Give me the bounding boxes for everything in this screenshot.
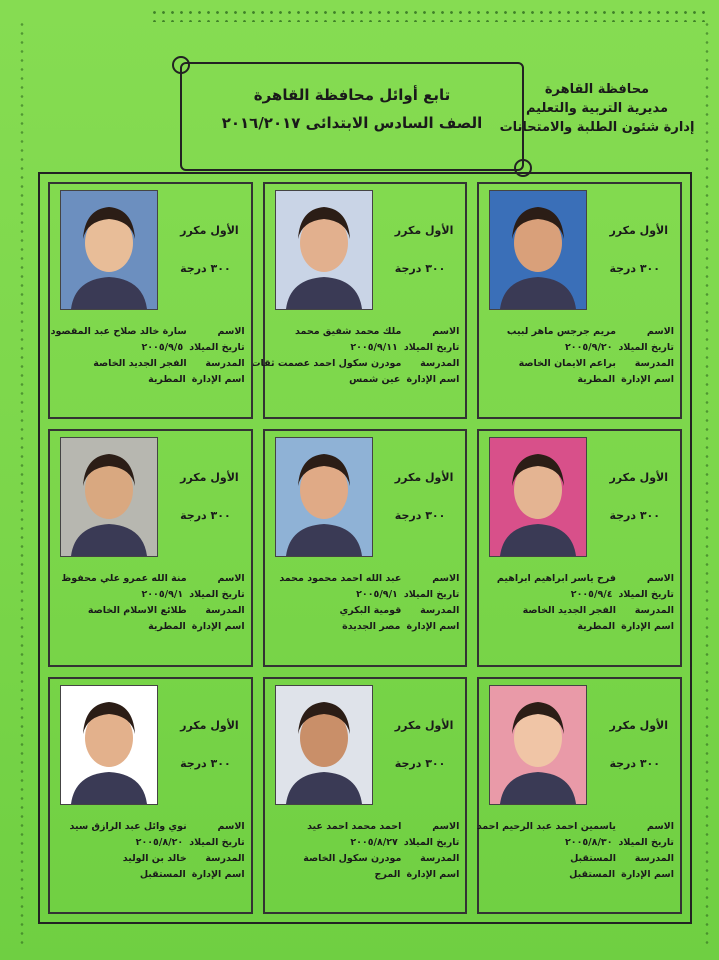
rank-badge: الأول مكرر (394, 224, 454, 237)
student-card (48, 677, 253, 914)
student-name: عبد الله احمد محمود محمد (279, 573, 402, 585)
name-row (485, 571, 674, 587)
school-name: خالد بن الوليد (122, 852, 187, 864)
student-name: احمد محمد احمد عيد (307, 820, 402, 832)
birth-label: تاريخ الميلاد (618, 342, 674, 353)
name-row (271, 819, 460, 835)
school-label: المدرسة (634, 605, 674, 617)
ministry-line: إدارة شئون الطلبة والامتحانات (499, 120, 695, 135)
name-label: الاسم (646, 326, 674, 337)
school-row (56, 851, 245, 867)
admin-row (485, 619, 674, 635)
score-value: ٣٠٠ درجة (180, 756, 231, 770)
birth-row (271, 340, 460, 356)
student-portrait-image (490, 686, 586, 804)
name-row (56, 571, 245, 587)
admin-row (56, 372, 245, 388)
admin-row (271, 867, 460, 883)
student-card (48, 182, 253, 419)
student-portrait-image (276, 686, 372, 804)
school-name: مودرن سكول احمد عصمت ثقات (251, 358, 402, 369)
school-name: قومية البكري (339, 605, 402, 617)
score-value: ٣٠٠ درجة (180, 509, 231, 523)
student-card (477, 429, 682, 666)
student-name: نوي وائل عبد الرازق سيد (69, 820, 187, 832)
birth-date: ٢٠٠٥/٨/٢٠ (135, 836, 184, 848)
dotted-border-top (150, 8, 710, 22)
student-photo (489, 190, 587, 310)
school-name: المستقبل (570, 852, 616, 864)
student-portrait-image (490, 191, 586, 309)
student-photo (275, 190, 373, 310)
student-card (48, 429, 253, 666)
score-value: ٣٠٠ درجة (180, 262, 231, 275)
student-info (485, 571, 674, 635)
admin-label: اسم الإدارة (621, 868, 674, 880)
birth-row (56, 835, 245, 851)
student-info (251, 324, 460, 388)
name-row (271, 324, 460, 340)
student-photo (275, 437, 373, 557)
birth-label: تاريخ الميلاد (618, 589, 674, 601)
admin-name: المستقبل (139, 868, 186, 880)
student-info (476, 819, 674, 883)
title-scroll (180, 62, 524, 171)
school-name: طلائع الاسلام الخاصة (87, 605, 187, 617)
school-row (271, 851, 460, 867)
admin-label: اسم الإدارة (621, 374, 674, 385)
student-info (50, 324, 245, 388)
rank-badge: الأول مكرر (609, 718, 668, 732)
name-label: الاسم (217, 573, 245, 585)
name-label: الاسم (432, 326, 460, 337)
birth-label: تاريخ الميلاد (618, 836, 674, 848)
admin-row (485, 867, 674, 883)
rank-badge: الأول مكرر (180, 224, 239, 237)
school-label: المدرسة (420, 852, 460, 864)
dotted-border-right (703, 20, 713, 950)
rank-badge: الأول مكرر (394, 718, 454, 732)
student-info (56, 819, 245, 883)
admin-name: المستقبل (569, 868, 616, 880)
school-label: المدرسة (205, 605, 245, 617)
students-grid (38, 172, 692, 924)
admin-row (271, 372, 460, 388)
name-label: الاسم (646, 573, 674, 585)
birth-row (56, 587, 245, 603)
student-card (263, 677, 468, 914)
birth-label: تاريخ الميلاد (189, 589, 245, 601)
admin-name: المطرية (577, 374, 616, 385)
admin-row (485, 372, 674, 388)
birth-date: ٢٠٠٥/٩/١١ (350, 342, 398, 353)
student-photo (489, 437, 587, 557)
school-label: المدرسة (634, 358, 674, 369)
score-value: ٣٠٠ درجة (394, 509, 446, 523)
student-name: منة الله عمرو علي محفوظ (61, 573, 187, 585)
rank-badge: الأول مكرر (180, 718, 239, 732)
score-value: ٣٠٠ درجة (609, 509, 660, 523)
school-row (56, 356, 245, 372)
student-portrait-image (490, 438, 586, 556)
page-title: تابع أوائل محافظة القاهرة (253, 86, 451, 104)
school-name: الفجر الجديد الخاصة (522, 605, 616, 617)
admin-label: اسم الإدارة (621, 621, 674, 633)
name-label: الاسم (646, 820, 674, 832)
school-row (251, 356, 460, 372)
admin-name: عين شمس (349, 374, 401, 385)
student-card (263, 429, 468, 666)
score-value: ٣٠٠ درجة (394, 262, 446, 275)
school-label: المدرسة (420, 605, 460, 617)
name-row (476, 819, 674, 835)
student-portrait-image (61, 191, 157, 309)
admin-name: المرج (374, 868, 401, 880)
birth-date: ٢٠٠٥/٩/٢٠ (564, 342, 613, 353)
name-label: الاسم (432, 573, 460, 585)
ministry-header (497, 80, 697, 137)
student-portrait-image (276, 191, 372, 309)
birth-row (56, 340, 245, 356)
birth-row (485, 587, 674, 603)
admin-name: المطرية (148, 621, 186, 633)
school-label: المدرسة (634, 852, 674, 864)
student-card (477, 182, 682, 419)
admin-name: المطرية (148, 374, 186, 385)
admin-name: المطرية (577, 621, 616, 633)
school-row (485, 603, 674, 619)
birth-label: تاريخ الميلاد (403, 589, 460, 601)
score-value: ٣٠٠ درجة (609, 756, 660, 770)
school-name: مودرن سكول الخاصة (303, 852, 402, 864)
school-row (56, 603, 245, 619)
rank-badge: الأول مكرر (394, 471, 454, 485)
rank-badge: الأول مكرر (609, 471, 668, 485)
birth-row (485, 835, 674, 851)
birth-label: تاريخ الميلاد (403, 342, 460, 353)
name-label: الاسم (432, 820, 460, 832)
admin-row (56, 867, 245, 883)
student-name: ملك محمد شفيق محمد (295, 326, 402, 337)
student-name: فرح ياسر ابراهيم ابراهيم (496, 573, 616, 585)
name-label: الاسم (217, 820, 245, 832)
student-portrait-image (61, 438, 157, 556)
page-subtitle: الصف السادس الابتدائى ٢٠١٦/٢٠١٧ (221, 114, 483, 132)
school-label: المدرسة (420, 358, 460, 369)
school-label: المدرسة (205, 852, 245, 864)
birth-date: ٢٠٠٥/٩/١ (141, 589, 184, 601)
school-row (271, 603, 460, 619)
school-row (485, 851, 674, 867)
student-photo (489, 685, 587, 805)
name-label: الاسم (217, 326, 245, 337)
birth-date: ٢٠٠٥/٨/٢٧ (350, 836, 398, 848)
student-card (477, 677, 682, 914)
admin-name: مصر الجديدة (342, 621, 401, 633)
admin-row (56, 619, 245, 635)
admin-label: اسم الإدارة (191, 621, 245, 633)
admin-label: اسم الإدارة (191, 374, 245, 385)
birth-row (271, 587, 460, 603)
student-info (271, 571, 460, 635)
student-photo (60, 437, 158, 557)
admin-label: اسم الإدارة (406, 868, 460, 880)
name-row (50, 324, 245, 340)
birth-label: تاريخ الميلاد (403, 836, 460, 848)
ministry-line: محافظة القاهرة (544, 82, 650, 97)
birth-row (271, 835, 460, 851)
school-label: المدرسة (205, 358, 245, 369)
student-portrait-image (276, 438, 372, 556)
student-info (271, 819, 460, 883)
school-name: براعم الايمان الخاصة (518, 358, 616, 369)
birth-date: ٢٠٠٥/٩/٥ (141, 342, 184, 353)
birth-date: ٢٠٠٥/٨/٣٠ (564, 836, 613, 848)
birth-label: تاريخ الميلاد (189, 836, 245, 848)
admin-label: اسم الإدارة (406, 621, 460, 633)
student-name: مريم جرجس ماهر لبيب (506, 326, 616, 337)
student-photo (60, 685, 158, 805)
admin-label: اسم الإدارة (191, 868, 245, 880)
rank-badge: الأول مكرر (609, 224, 668, 237)
student-info (56, 571, 245, 635)
score-value: ٣٠٠ درجة (394, 756, 446, 770)
birth-row (485, 340, 674, 356)
admin-row (271, 619, 460, 635)
rank-badge: الأول مكرر (180, 471, 239, 485)
score-value: ٣٠٠ درجة (609, 262, 660, 275)
student-photo (60, 190, 158, 310)
birth-date: ٢٠٠٥/٩/٤ (570, 589, 613, 601)
student-portrait-image (61, 686, 157, 804)
school-row (485, 356, 674, 372)
student-name: ياسمين احمد عبد الرحيم احمد (476, 820, 616, 832)
name-row (485, 324, 674, 340)
name-row (56, 819, 245, 835)
name-row (271, 571, 460, 587)
admin-label: اسم الإدارة (406, 374, 460, 385)
school-name: الفجر الجديد الخاصة (93, 358, 187, 369)
student-name: سارة خالد صلاح عبد المقصود (50, 326, 187, 337)
student-info (485, 324, 674, 388)
student-card (251, 182, 468, 419)
ministry-line: مديرية التربية والتعليم (525, 101, 669, 116)
birth-label: تاريخ الميلاد (189, 342, 245, 353)
dotted-border-left (18, 20, 28, 950)
student-photo (275, 685, 373, 805)
birth-date: ٢٠٠٥/٩/١ (356, 589, 398, 601)
